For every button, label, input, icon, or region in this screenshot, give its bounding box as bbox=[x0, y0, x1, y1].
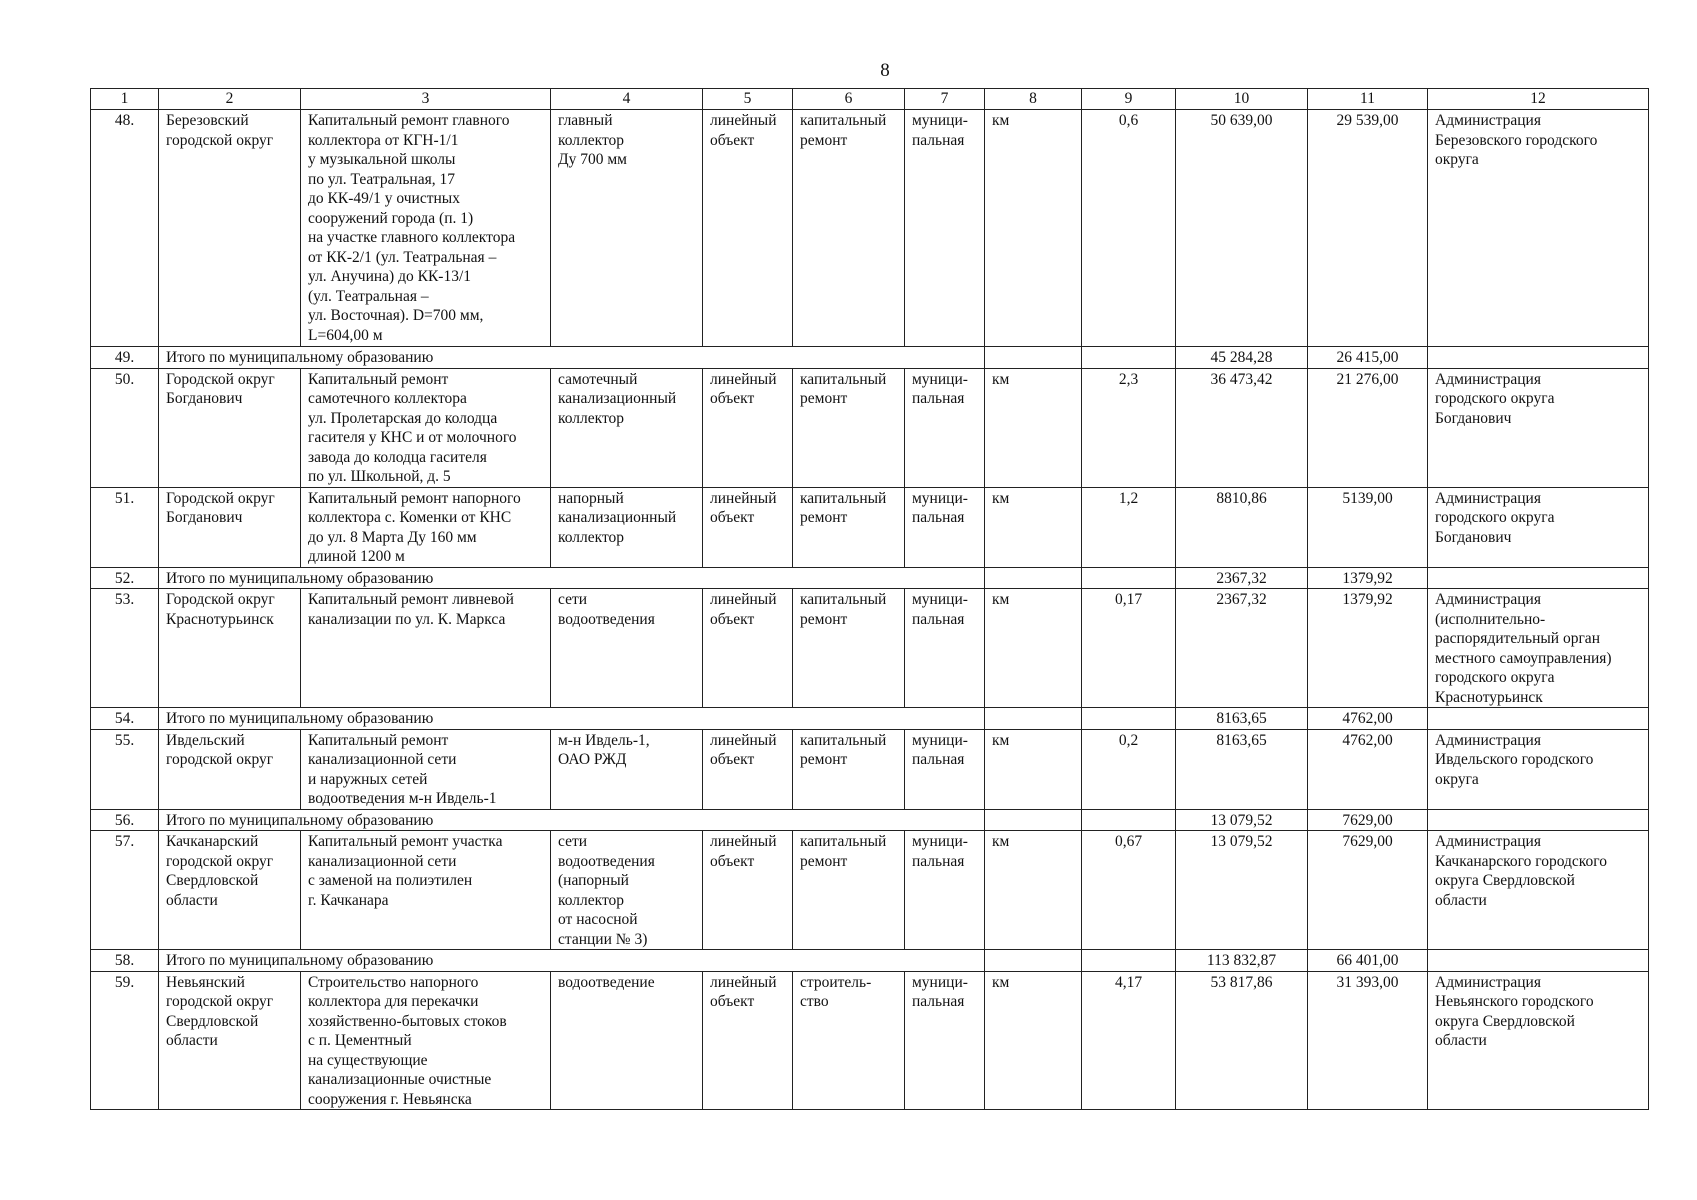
work-type-cell: строитель- ство bbox=[793, 971, 905, 1110]
row-number: 59. bbox=[91, 971, 159, 1110]
cost-subsidy-cell: 26 415,00 bbox=[1308, 347, 1428, 369]
row-number: 50. bbox=[91, 368, 159, 487]
work-type-cell: капитальный ремонт bbox=[793, 589, 905, 708]
unit-cell: км bbox=[985, 487, 1082, 567]
empty-cell bbox=[1428, 809, 1649, 831]
empty-cell bbox=[1082, 347, 1176, 369]
row-number: 54. bbox=[91, 708, 159, 730]
total-row bbox=[91, 708, 1649, 730]
description-cell: Капитальный ремонт участка канализационной сети с заменой на полиэтилен г. Качканара bbox=[301, 831, 551, 950]
cost-total-cell: 36 473,42 bbox=[1176, 368, 1308, 487]
cost-subsidy-cell: 31 393,00 bbox=[1308, 971, 1428, 1110]
object-cell: сети водоотведения bbox=[551, 589, 703, 708]
quantity-cell: 2,3 bbox=[1082, 368, 1176, 487]
quantity-cell: 4,17 bbox=[1082, 971, 1176, 1110]
description-cell: Строительство напорного коллектора для перекачки хозяйственно-бытовых стоков с п. Цементный на существующие канализационные очистные сооружения г. Невьянска bbox=[301, 971, 551, 1110]
object-type-cell: линейный объект bbox=[703, 831, 793, 950]
column-header: 7 bbox=[905, 89, 985, 110]
cost-subsidy-cell: 7629,00 bbox=[1308, 809, 1428, 831]
ownership-cell: муници- пальная bbox=[905, 589, 985, 708]
description-cell: Капитальный ремонт канализационной сети и наружных сетей водоотведения м-н Ивдель-1 bbox=[301, 729, 551, 809]
object-cell: напорный канализационный коллектор bbox=[551, 487, 703, 567]
object-type-cell: линейный объект bbox=[703, 110, 793, 347]
cost-subsidy-cell: 66 401,00 bbox=[1308, 950, 1428, 972]
description-cell: Капитальный ремонт напорного коллектора с. Коменки от КНС до ул. 8 Марта Ду 160 мм длиной 1200 м bbox=[301, 487, 551, 567]
quantity-cell: 1,2 bbox=[1082, 487, 1176, 567]
column-header: 2 bbox=[159, 89, 301, 110]
work-type-cell: капитальный ремонт bbox=[793, 831, 905, 950]
customer-cell: Администрация Березовского городского округа bbox=[1428, 110, 1649, 347]
investment-table bbox=[90, 88, 1649, 1110]
ownership-cell: муници- пальная bbox=[905, 368, 985, 487]
total-row bbox=[91, 347, 1649, 369]
empty-cell bbox=[1428, 950, 1649, 972]
object-type-cell: линейный объект bbox=[703, 589, 793, 708]
unit-cell: км bbox=[985, 110, 1082, 347]
cost-total-cell: 45 284,28 bbox=[1176, 347, 1308, 369]
cost-subsidy-cell: 29 539,00 bbox=[1308, 110, 1428, 347]
column-header: 12 bbox=[1428, 89, 1649, 110]
municipality-cell: Качканарский городской округ Свердловской области bbox=[159, 831, 301, 950]
column-header: 9 bbox=[1082, 89, 1176, 110]
ownership-cell: муници- пальная bbox=[905, 729, 985, 809]
unit-cell: км bbox=[985, 971, 1082, 1110]
column-header: 6 bbox=[793, 89, 905, 110]
unit-cell: км bbox=[985, 589, 1082, 708]
table-body bbox=[91, 89, 1649, 1110]
empty-cell bbox=[1428, 347, 1649, 369]
empty-cell bbox=[985, 950, 1082, 972]
cost-total-cell: 8163,65 bbox=[1176, 729, 1308, 809]
cost-total-cell: 113 832,87 bbox=[1176, 950, 1308, 972]
object-type-cell: линейный объект bbox=[703, 368, 793, 487]
column-header: 3 bbox=[301, 89, 551, 110]
cost-total-cell: 50 639,00 bbox=[1176, 110, 1308, 347]
cost-subsidy-cell: 7629,00 bbox=[1308, 831, 1428, 950]
ownership-cell: муници- пальная bbox=[905, 110, 985, 347]
object-type-cell: линейный объект bbox=[703, 487, 793, 567]
municipality-cell: Городской округ Богданович bbox=[159, 487, 301, 567]
cost-total-cell: 2367,32 bbox=[1176, 589, 1308, 708]
quantity-cell: 0,6 bbox=[1082, 110, 1176, 347]
empty-cell bbox=[985, 567, 1082, 589]
unit-cell: км bbox=[985, 729, 1082, 809]
empty-cell bbox=[1428, 567, 1649, 589]
work-type-cell: капитальный ремонт bbox=[793, 487, 905, 567]
row-number: 57. bbox=[91, 831, 159, 950]
object-cell: водоотведение bbox=[551, 971, 703, 1110]
total-label: Итого по муниципальному образованию bbox=[159, 347, 985, 369]
ownership-cell: муници- пальная bbox=[905, 831, 985, 950]
row-number: 53. bbox=[91, 589, 159, 708]
page-number: 8 bbox=[880, 60, 890, 81]
ownership-cell: муници- пальная bbox=[905, 487, 985, 567]
empty-cell bbox=[985, 708, 1082, 730]
municipality-cell: Березовский городской округ bbox=[159, 110, 301, 347]
municipality-cell: Невьянский городской округ Свердловской области bbox=[159, 971, 301, 1110]
quantity-cell: 0,67 bbox=[1082, 831, 1176, 950]
empty-cell bbox=[985, 809, 1082, 831]
empty-cell bbox=[985, 347, 1082, 369]
object-type-cell: линейный объект bbox=[703, 729, 793, 809]
table-row bbox=[91, 831, 1649, 950]
total-label: Итого по муниципальному образованию bbox=[159, 567, 985, 589]
ownership-cell: муници- пальная bbox=[905, 971, 985, 1110]
column-header: 11 bbox=[1308, 89, 1428, 110]
column-header: 4 bbox=[551, 89, 703, 110]
table-row bbox=[91, 487, 1649, 567]
customer-cell: Администрация городского округа Богданович bbox=[1428, 368, 1649, 487]
row-number: 51. bbox=[91, 487, 159, 567]
column-header: 1 bbox=[91, 89, 159, 110]
customer-cell: Администрация Ивдельского городского округа bbox=[1428, 729, 1649, 809]
object-cell: самотечный канализационный коллектор bbox=[551, 368, 703, 487]
cost-subsidy-cell: 1379,92 bbox=[1308, 567, 1428, 589]
object-type-cell: линейный объект bbox=[703, 971, 793, 1110]
table-row bbox=[91, 110, 1649, 347]
object-cell: сети водоотведения (напорный коллектор от насосной станции № 3) bbox=[551, 831, 703, 950]
work-type-cell: капитальный ремонт bbox=[793, 368, 905, 487]
empty-cell bbox=[1428, 708, 1649, 730]
cost-total-cell: 2367,32 bbox=[1176, 567, 1308, 589]
work-type-cell: капитальный ремонт bbox=[793, 110, 905, 347]
total-label: Итого по муниципальному образованию bbox=[159, 708, 985, 730]
row-number: 52. bbox=[91, 567, 159, 589]
header-row bbox=[91, 89, 1649, 110]
work-type-cell: капитальный ремонт bbox=[793, 729, 905, 809]
cost-total-cell: 8810,86 bbox=[1176, 487, 1308, 567]
cost-total-cell: 13 079,52 bbox=[1176, 809, 1308, 831]
empty-cell bbox=[1082, 809, 1176, 831]
object-cell: м-н Ивдель-1, ОАО РЖД bbox=[551, 729, 703, 809]
customer-cell: Администрация Качканарского городского округа Свердловской области bbox=[1428, 831, 1649, 950]
row-number: 56. bbox=[91, 809, 159, 831]
cost-subsidy-cell: 5139,00 bbox=[1308, 487, 1428, 567]
row-number: 58. bbox=[91, 950, 159, 972]
description-cell: Капитальный ремонт главного коллектора от КГН-1/1 у музыкальной школы по ул. Театральная, 17 до КК-49/1 у очистных сооружений города (п. 1) на участке главного коллектора от КК-2/1 (ул. Театральная – ул. Анучина) до КК-13/1 (ул. Театральная – ул. Восточная). D=700 мм, L=604,00 м bbox=[301, 110, 551, 347]
cost-subsidy-cell: 1379,92 bbox=[1308, 589, 1428, 708]
row-number: 49. bbox=[91, 347, 159, 369]
empty-cell bbox=[1082, 567, 1176, 589]
total-row bbox=[91, 567, 1649, 589]
cost-subsidy-cell: 4762,00 bbox=[1308, 708, 1428, 730]
customer-cell: Администрация Невьянского городского округа Свердловской области bbox=[1428, 971, 1649, 1110]
cost-subsidy-cell: 4762,00 bbox=[1308, 729, 1428, 809]
unit-cell: км bbox=[985, 368, 1082, 487]
cost-subsidy-cell: 21 276,00 bbox=[1308, 368, 1428, 487]
table-row bbox=[91, 729, 1649, 809]
cost-total-cell: 8163,65 bbox=[1176, 708, 1308, 730]
customer-cell: Администрация городского округа Богданович bbox=[1428, 487, 1649, 567]
quantity-cell: 0,17 bbox=[1082, 589, 1176, 708]
total-label: Итого по муниципальному образованию bbox=[159, 950, 985, 972]
unit-cell: км bbox=[985, 831, 1082, 950]
table-row bbox=[91, 589, 1649, 708]
total-row bbox=[91, 950, 1649, 972]
column-header: 10 bbox=[1176, 89, 1308, 110]
customer-cell: Администрация (исполнительно- распорядительный орган местного самоуправления) городского округа Краснотурьинск bbox=[1428, 589, 1649, 708]
table-row bbox=[91, 971, 1649, 1110]
cost-total-cell: 13 079,52 bbox=[1176, 831, 1308, 950]
municipality-cell: Ивдельский городской округ bbox=[159, 729, 301, 809]
table-row bbox=[91, 368, 1649, 487]
row-number: 48. bbox=[91, 110, 159, 347]
empty-cell bbox=[1082, 708, 1176, 730]
cost-total-cell: 53 817,86 bbox=[1176, 971, 1308, 1110]
empty-cell bbox=[1082, 950, 1176, 972]
row-number: 55. bbox=[91, 729, 159, 809]
column-header: 5 bbox=[703, 89, 793, 110]
description-cell: Капитальный ремонт ливневой канализации по ул. К. Маркса bbox=[301, 589, 551, 708]
quantity-cell: 0,2 bbox=[1082, 729, 1176, 809]
column-header: 8 bbox=[985, 89, 1082, 110]
total-row bbox=[91, 809, 1649, 831]
municipality-cell: Городской округ Богданович bbox=[159, 368, 301, 487]
municipality-cell: Городской округ Краснотурьинск bbox=[159, 589, 301, 708]
object-cell: главный коллектор Ду 700 мм bbox=[551, 110, 703, 347]
description-cell: Капитальный ремонт самотечного коллектора ул. Пролетарская до колодца гасителя у КНС и от молочного завода до колодца гасителя по ул. Школьной, д. 5 bbox=[301, 368, 551, 487]
total-label: Итого по муниципальному образованию bbox=[159, 809, 985, 831]
